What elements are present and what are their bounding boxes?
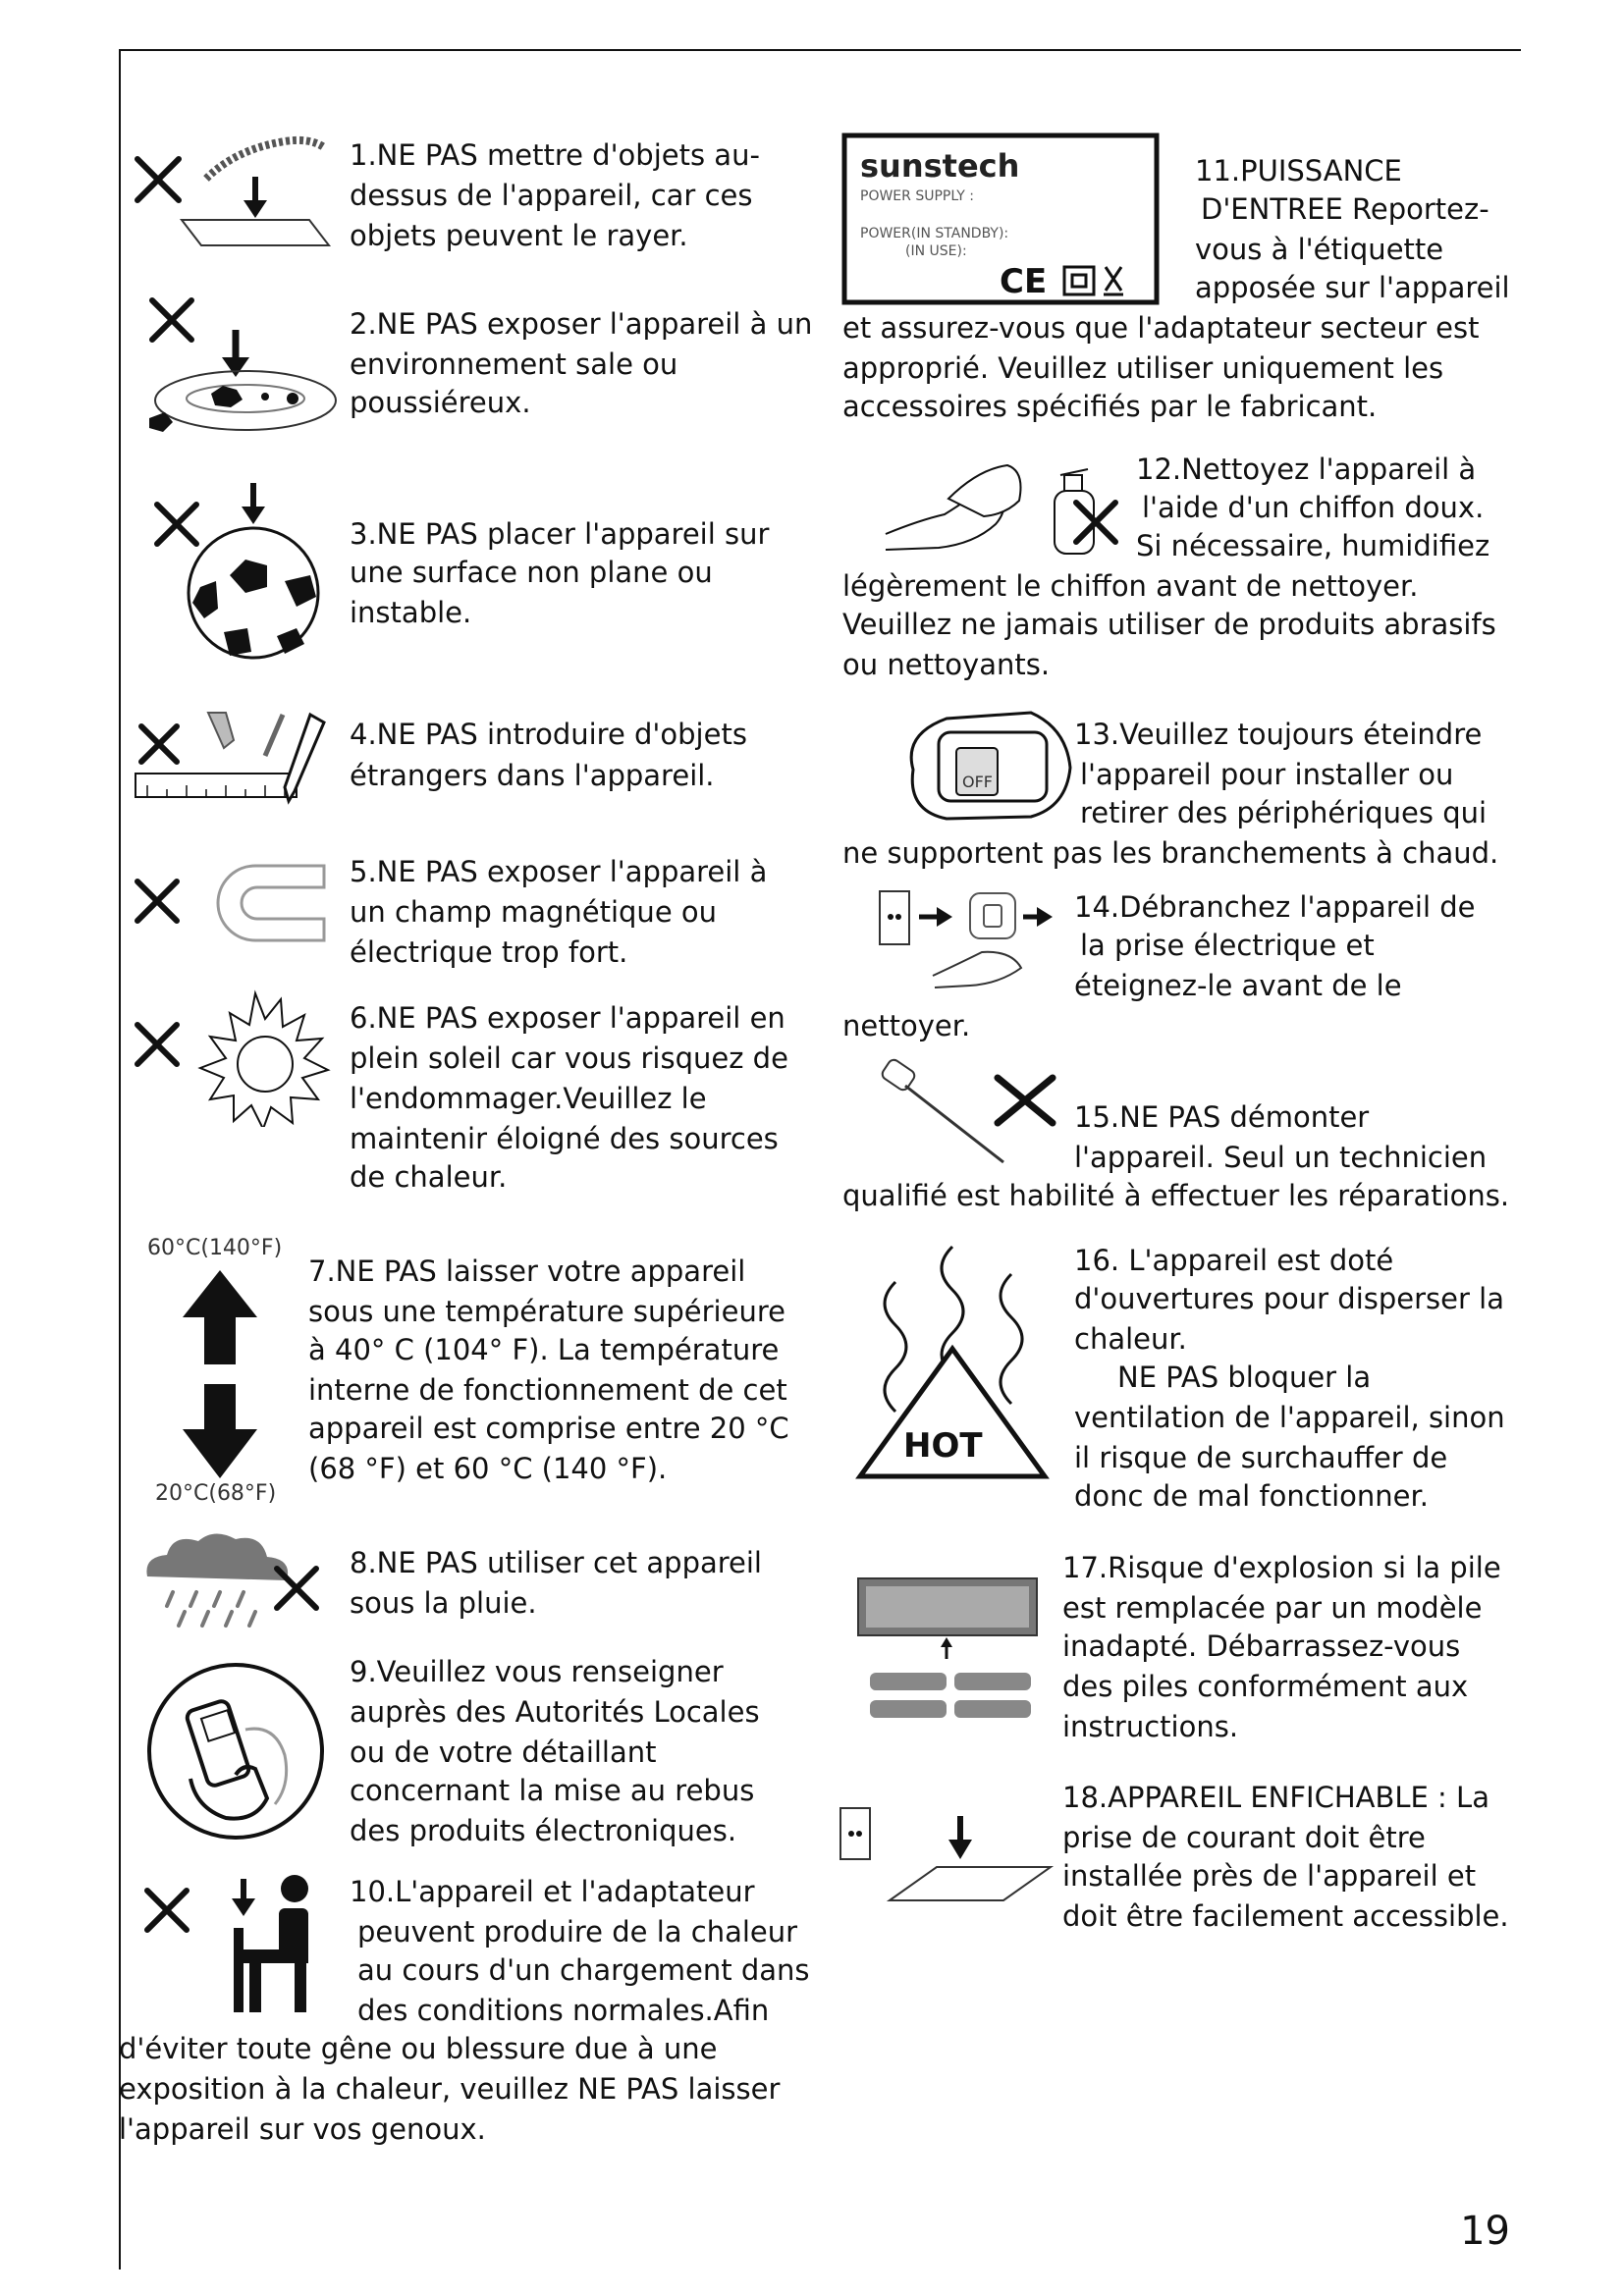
no-rain-icon xyxy=(134,1527,330,1635)
item-7-line-2: sous une température supérieure xyxy=(308,1295,785,1328)
item-18-line-3: installée près de l'appareil et xyxy=(1062,1859,1477,1893)
item-1-line-3: objets peuvent le rayer. xyxy=(350,219,688,252)
item-15-line-2: l'appareil. Seul un technicien xyxy=(1074,1141,1488,1174)
no-objects-on-top-icon xyxy=(128,130,344,247)
hot-label: HOT xyxy=(903,1426,983,1466)
item-3-line-3: instable. xyxy=(350,596,472,629)
item-7-line-6: (68 °F) et 60 °C (140 °F). xyxy=(308,1452,668,1485)
item-10-line-3: au cours d'un chargement dans xyxy=(357,1953,810,1987)
page-number: 19 xyxy=(1460,2209,1510,2254)
no-disassembly-icon xyxy=(876,1056,1062,1174)
item-16-line-4: NE PAS bloquer la xyxy=(1117,1361,1372,1394)
item-6-line-5: de chaleur. xyxy=(350,1160,508,1194)
no-uneven-surface-icon xyxy=(147,473,324,660)
item-7-line-3: à 40° C (104° F). La température xyxy=(308,1333,780,1366)
item-12-line-5: Veuillez ne jamais utiliser de produits abrasifs xyxy=(842,608,1496,641)
power-supply-label: POWER SUPPLY : xyxy=(860,188,975,204)
battery-replacement-icon xyxy=(852,1569,1049,1735)
item-14-line-2: la prise électrique et xyxy=(1080,929,1375,962)
hot-ventilation-icon xyxy=(844,1235,1060,1482)
item-15-line-1: 15.NE PAS démonter xyxy=(1074,1100,1370,1134)
item-6-line-1: 6.NE PAS exposer l'appareil en xyxy=(350,1001,785,1035)
item-2-line-2: environnement sale ou xyxy=(350,347,678,381)
item-18-line-2: prise de courant doit être xyxy=(1062,1821,1426,1854)
disposal-info-icon xyxy=(137,1661,334,1842)
item-11-line-1: 11.PUISSANCE xyxy=(1195,154,1402,187)
item-6-line-4: maintenir éloigné des sources xyxy=(350,1122,779,1155)
item-11-line-5: et assurez-vous que l'adaptateur secteur est xyxy=(842,311,1480,345)
item-16-line-6: il risque de surchauffer de xyxy=(1074,1441,1448,1474)
item-10-line-4: des conditions normales.Afin xyxy=(357,1994,770,2027)
item-10-line-5: d'éviter toute gêne ou blessure due à une xyxy=(119,2032,718,2065)
no-foreign-objects-icon xyxy=(128,699,344,809)
item-1-line-1: 1.NE PAS mettre d'objets au- xyxy=(350,138,760,172)
heat-on-lap-icon xyxy=(137,1869,334,2016)
item-10-line-1: 10.L'appareil et l'adaptateur xyxy=(350,1875,755,1908)
item-10-line-6: exposition à la chaleur, veuillez NE PAS laisser xyxy=(119,2072,781,2106)
item-12-line-2: l'aide d'un chiffon doux. xyxy=(1142,491,1485,524)
item-9-line-3: ou de votre détaillant xyxy=(350,1735,657,1769)
item-6-line-2: plein soleil car vous risquez de xyxy=(350,1041,788,1075)
item-11-line-4: apposée sur l'appareil xyxy=(1195,271,1510,304)
item-9-line-2: auprès des Autorités Locales xyxy=(350,1695,760,1729)
item-13-line-1: 13.Veuillez toujours éteindre xyxy=(1074,718,1483,751)
item-16-line-7: donc de mal fonctionner. xyxy=(1074,1479,1429,1513)
item-17-line-1: 17.Risque d'explosion si la pile xyxy=(1062,1551,1501,1584)
no-dust-icon xyxy=(137,291,344,448)
clean-with-soft-cloth-icon xyxy=(880,452,1125,560)
item-18-line-4: doit être facilement accessible. xyxy=(1062,1899,1509,1933)
item-9-line-5: des produits électroniques. xyxy=(350,1814,737,1847)
item-18-line-1: 18.APPAREIL ENFICHABLE : La xyxy=(1062,1781,1489,1814)
item-11-line-2: D'ENTREE Reportez- xyxy=(1201,192,1489,226)
item-12-line-4: légèrement le chiffon avant de nettoyer. xyxy=(842,569,1419,603)
pluggable-device-icon xyxy=(835,1802,1060,1910)
item-7-line-5: appareil est comprise entre 20 °C xyxy=(308,1412,789,1445)
item-5-line-2: un champ magnétique ou xyxy=(350,895,717,929)
top-rule xyxy=(119,49,1521,51)
item-9-line-4: concernant la mise au rebus xyxy=(350,1774,755,1807)
item-14-line-3: éteignez-le avant de le xyxy=(1074,969,1402,1002)
temp-low-label: 20°C(68°F) xyxy=(155,1481,277,1506)
item-13-line-3: retirer des périphériques qui xyxy=(1080,796,1488,829)
item-17-line-2: est remplacée par un modèle xyxy=(1062,1591,1483,1625)
item-12-line-1: 12.Nettoyez l'appareil à xyxy=(1136,453,1477,486)
item-4-line-2: étrangers dans l'appareil. xyxy=(350,759,715,792)
off-label: OFF xyxy=(962,773,993,791)
item-16-line-5: ventilation de l'appareil, sinon xyxy=(1074,1401,1505,1434)
power-standby-label: POWER(IN STANDBY): xyxy=(860,226,1009,241)
item-5-line-1: 5.NE PAS exposer l'appareil à xyxy=(350,855,768,888)
item-13-line-2: l'appareil pour installer ou xyxy=(1080,758,1454,791)
item-4-line-1: 4.NE PAS introduire d'objets xyxy=(350,718,747,751)
temperature-range-icon xyxy=(137,1233,304,1510)
power-off-device-icon xyxy=(884,705,1080,842)
item-7-line-4: interne de fonctionnement de cet xyxy=(308,1373,787,1407)
item-3-line-1: 3.NE PAS placer l'appareil sur xyxy=(350,517,770,551)
item-16-line-3: chaleur. xyxy=(1074,1322,1187,1356)
left-rule xyxy=(119,49,121,2269)
no-magnetic-field-icon xyxy=(128,852,344,960)
item-11-line-6: approprié. Veuillez utiliser uniquement les xyxy=(842,351,1444,385)
item-17-line-5: instructions. xyxy=(1062,1710,1239,1743)
item-5-line-3: électrique trop fort. xyxy=(350,935,628,969)
temp-high-label: 60°C(140°F) xyxy=(147,1236,283,1260)
item-3-line-2: une surface non plane ou xyxy=(350,556,713,589)
item-2-line-1: 2.NE PAS exposer l'appareil à un xyxy=(350,307,813,341)
item-11-line-3: vous à l'étiquette xyxy=(1195,233,1444,266)
item-14-line-1: 14.Débranchez l'appareil de xyxy=(1074,890,1476,924)
unplug-before-cleaning-icon xyxy=(874,881,1070,995)
item-13-line-4: ne supportent pas les branchements à chaud. xyxy=(842,836,1499,870)
brand-label: sunstech xyxy=(860,147,1020,185)
power-label-icon xyxy=(840,132,1164,310)
ce-mark: CE xyxy=(1000,262,1048,301)
item-6-line-3: l'endommager.Veuillez le xyxy=(350,1082,707,1115)
item-9-line-1: 9.Veuillez vous renseigner xyxy=(350,1655,724,1688)
item-16-line-1: 16. L'appareil est doté xyxy=(1074,1244,1394,1277)
item-10-line-7: l'appareil sur vos genoux. xyxy=(119,2112,486,2146)
item-8-line-2: sous la pluie. xyxy=(350,1586,537,1620)
item-16-line-2: d'ouvertures pour disperser la xyxy=(1074,1282,1504,1315)
item-14-line-4: nettoyer. xyxy=(842,1009,971,1042)
item-17-line-4: des piles conformément aux xyxy=(1062,1670,1469,1703)
item-17-line-3: inadapté. Débarrassez-vous xyxy=(1062,1629,1461,1663)
item-8-line-1: 8.NE PAS utiliser cet appareil xyxy=(350,1546,762,1579)
item-10-line-2: peuvent produire de la chaleur xyxy=(357,1915,798,1949)
item-11-line-7: accessoires spécifiés par le fabricant. xyxy=(842,390,1378,423)
no-direct-sunlight-icon xyxy=(128,989,344,1127)
item-15-line-3: qualifié est habilité à effectuer les réparations. xyxy=(842,1179,1510,1212)
item-2-line-3: poussiéreux. xyxy=(350,386,531,419)
in-use-label: (IN USE): xyxy=(905,243,967,259)
item-12-line-6: ou nettoyants. xyxy=(842,648,1051,681)
item-1-line-2: dessus de l'appareil, car ces xyxy=(350,179,753,212)
item-7-line-1: 7.NE PAS laisser votre appareil xyxy=(308,1255,746,1288)
item-12-line-3: Si nécessaire, humidifiez xyxy=(1136,529,1490,562)
